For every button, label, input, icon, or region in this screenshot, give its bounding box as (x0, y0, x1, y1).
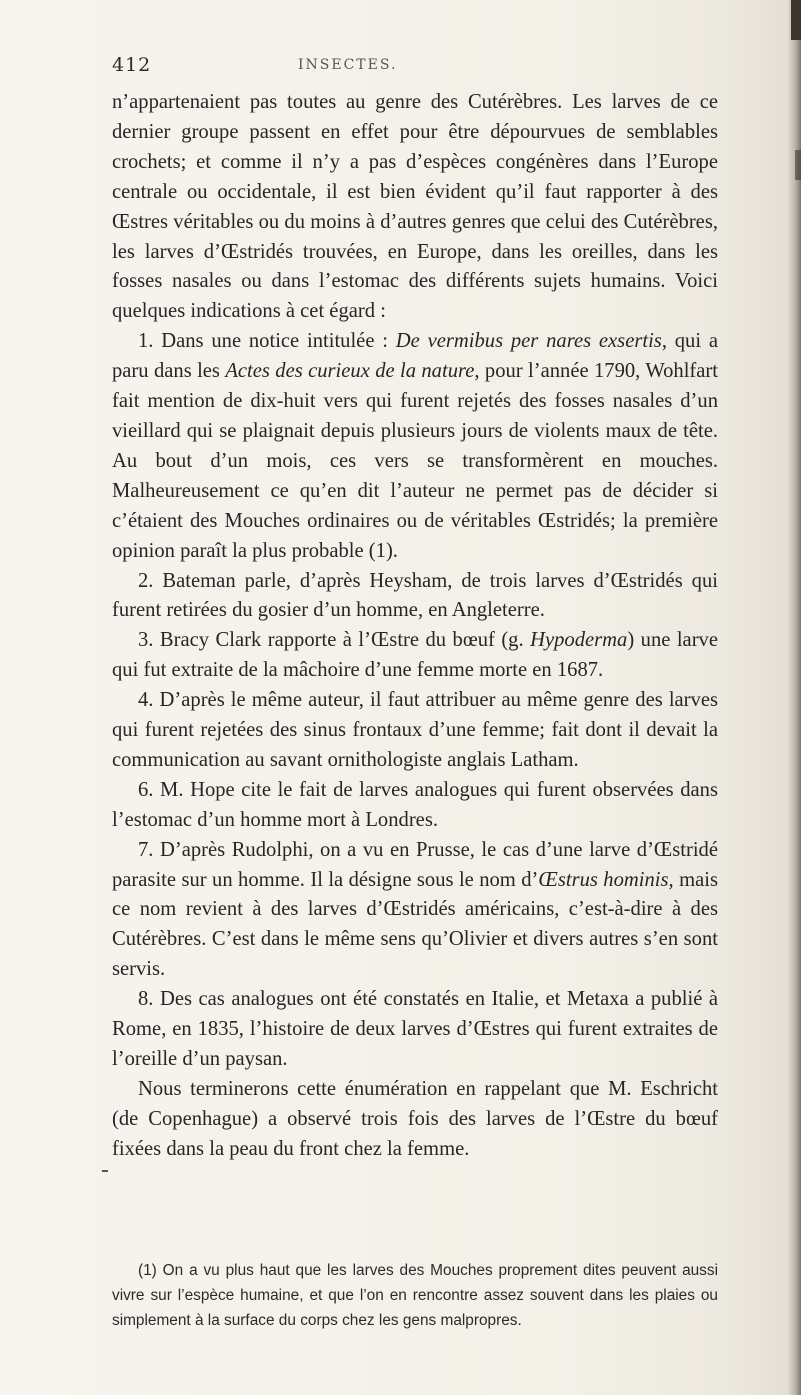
genus-name: Hypoderma (530, 629, 628, 652)
journal-title: Actes des curieux de la nature (225, 360, 475, 383)
paragraph-item-6: 6. M. Hope cite le fait de larves analogues qui furent observées dans l’estomac d’un homme mort à Londres. (112, 778, 718, 831)
paragraph-item-3: 3. Bracy Clark rapporte à l’Œstre du bœuf (g. Hypoderma) une larve qui fut extraite de la mâchoire d’une femme morte en 1687. (112, 629, 718, 682)
paragraph-item-2: 2. Bateman parle, d’après Heysham, de trois larves d’Œstridés qui furent retirées du gosier d’un homme, en Angleterre. (112, 569, 718, 622)
species-name: Œstrus hominis (538, 868, 669, 891)
latin-title: De vermibus per nares exsertis (395, 330, 662, 353)
page-header (112, 54, 732, 80)
paragraph-item-8: 8. Des cas analogues ont été constatés en Italie, et Metaxa a publié à Rome, en 1835, l’histoire de deux larves d’Œstres qui furent extraites de l’oreille d’un paysan. (112, 988, 718, 1070)
paragraph-intro: n’appartenaient pas toutes au genre des Cutérèbres. Les larves de ce dernier groupe passent en effet pour être dépourvues de semblables crochets; et comme il n’y a pas d’espèces congénères dans l’Europe centrale ou occidentale, il est bien évident qu’il faut rapporter à des Œstres véritables ou du moins à d’autres genres que celui des Cutérèbres, les larves d’Œstridés trouvées, en Europe, dans les oreilles, dans les fosses nasales ou dans l’estomac des différents sujets humains. Voici quelques indications à cet égard : (112, 91, 718, 323)
paragraph-item-7: 7. D’après Rudolphi, on a vu en Prusse, le cas d’une larve d’Œstridé parasite sur un homme. Il la désigne sous le nom d’Œstrus hominis, mais ce nom revient à des larves d’Œstridés américains, c’est-à-dire à des Cutérèbres. C’est dans le même sens qu’Olivier et divers autres s’en sont servis. (112, 838, 718, 981)
margin-mark (102, 1170, 108, 1172)
running-head: INSECTES. (298, 57, 398, 73)
page-edge-mark (795, 150, 801, 180)
paragraph-item-1: 1. Dans une notice intitulée : De vermibus per nares exsertis, qui a paru dans les Actes des curieux de la nature, pour l’année 1790, Wohlfart fait mention de dix-huit vers qui furent rejetés des fosses nasales d’un vieillard qui se plaignait depuis plusieurs jours de violents maux de tête. Au bout d’un mois, ces vers se transformèrent en mouches. Malheureusement ce qu’en dit l’auteur ne permet pas de décider si c’étaient des Mouches ordinaires ou de véritables Œstridés; la première opinion paraît la plus probable (1). (112, 330, 719, 562)
page-number: 412 (112, 54, 152, 76)
page-edge-mark (791, 0, 801, 40)
paragraph-item-4: 4. D’après le même auteur, il faut attribuer au même genre des larves qui furent rejetées des sinus frontaux d’une femme; fait dont il devait la communication au savant ornithologiste anglais Latham. (112, 689, 718, 771)
paragraph-conclusion: Nous terminerons cette énumération en rappelant que M. Eschricht (de Copenhague) a observé trois fois des larves de l’Œstre du bœuf fixées dans la peau du front chez la femme. (112, 1077, 718, 1160)
body-text (112, 88, 718, 1165)
footnote: (1) On a vu plus haut que les larves des Mouches proprement dites peuvent aussi vivre sur l’espèce humaine, et que l’on en rencontre assez souvent dans les plaies ou simplement à la surface du corps chez les gens malpropres. (112, 1262, 718, 1329)
page-edge-shadow (787, 0, 801, 1395)
